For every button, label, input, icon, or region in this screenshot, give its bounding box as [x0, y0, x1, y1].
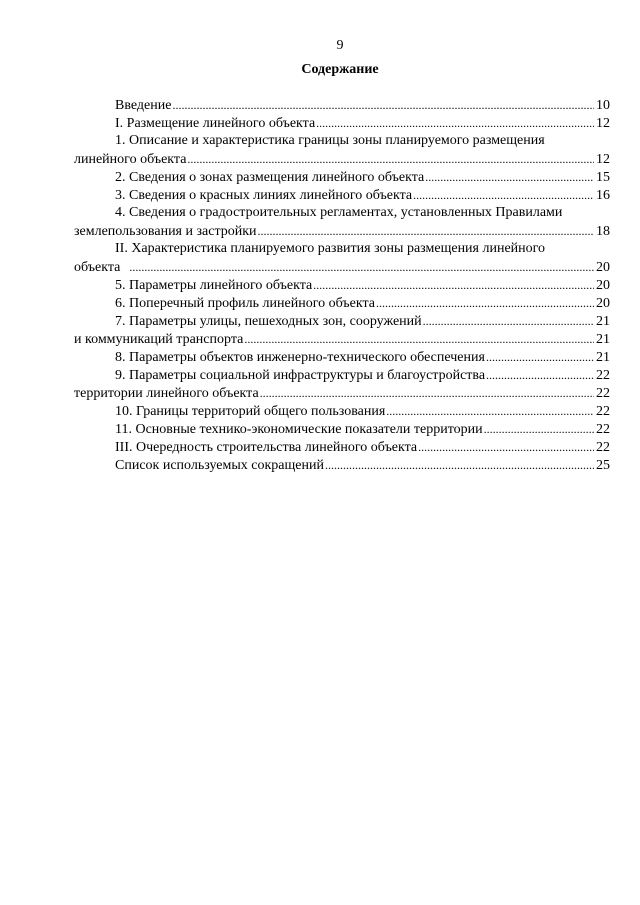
toc-entry-text: 11. Основные технико-экономические показатели территории [115, 422, 483, 437]
dot-leader [486, 348, 594, 366]
toc-entry-text: Введение [115, 98, 172, 113]
toc-entry-page: 25 [596, 458, 610, 473]
toc-entry [74, 366, 610, 384]
toc-entry-page: 22 [596, 368, 610, 383]
toc-entry-text: 5. Параметры линейного объекта [115, 278, 313, 293]
page-number: 9 [336, 38, 344, 53]
toc-entry-text: 3. Сведения о красных линиях линейного объекта [115, 188, 413, 203]
dot-leader [484, 420, 594, 438]
toc-entry [74, 294, 610, 312]
toc-entry-text: Список используемых сокращений [115, 458, 324, 473]
toc-entry-first-line: 1. Описание и характеристика границы зоны планируемого размещения [115, 133, 545, 148]
toc-entry-text: I. Размещение линейного объекта [115, 116, 316, 131]
dot-leader [386, 402, 594, 420]
dot-leader [413, 186, 594, 204]
dot-leader [418, 438, 594, 456]
toc-entry-page: 22 [596, 440, 610, 455]
toc-entry-page: 20 [596, 296, 610, 311]
dot-leader [423, 312, 594, 330]
dot-leader [313, 276, 594, 294]
dot-leader [486, 366, 594, 384]
toc-entry [74, 384, 610, 402]
dot-leader [425, 168, 594, 186]
toc-entry-page: 10 [596, 98, 610, 113]
toc-entry-text: линейного объекта [74, 152, 187, 167]
toc-entry-page: 22 [596, 422, 610, 437]
toc-entry-text: территории линейного объекта [74, 386, 259, 401]
table-of-contents [74, 96, 610, 474]
toc-entry-page: 12 [596, 152, 610, 167]
toc-entry-page: 20 [596, 278, 610, 293]
toc-entry [74, 348, 610, 366]
toc-entry-page: 12 [596, 116, 610, 131]
toc-entry-first-line: 4. Сведения о градостроительных регламентах, установленных Правилами [115, 205, 563, 220]
toc-entry-first-line: II. Характеристика планируемого развития зоны размещения линейного [115, 241, 546, 256]
toc-entry [74, 420, 610, 438]
dot-leader [244, 330, 594, 348]
toc-entry [74, 114, 610, 132]
toc-entry [74, 168, 610, 186]
toc-entry-text: 9. Параметры социальной инфраструктуры и благоустройства [115, 368, 486, 383]
toc-entry-page: 21 [596, 314, 610, 329]
toc-entry [74, 186, 610, 204]
dot-leader [376, 294, 594, 312]
toc-entry-page: 20 [596, 260, 610, 275]
toc-entry-text: землепользования и застройки [74, 224, 257, 239]
dot-leader [172, 96, 594, 114]
dot-leader [325, 456, 594, 474]
toc-entry-page: 18 [596, 224, 610, 239]
toc-entry-text: III. Очередность строительства линейного объекта [115, 440, 418, 455]
dot-leader [187, 150, 594, 168]
dot-leader [260, 384, 594, 402]
toc-entry [74, 222, 610, 240]
toc-entry-page: 22 [596, 386, 610, 401]
toc-entry-page: 22 [596, 404, 610, 419]
toc-entry-text: 8. Параметры объектов инженерно-технического обеспечения [115, 350, 485, 365]
dot-leader [316, 114, 594, 132]
toc-entry-text: 2. Сведения о зонах размещения линейного объекта [115, 170, 425, 185]
toc-entry-text: 10. Границы территорий общего пользования [115, 404, 386, 419]
toc-entry [74, 150, 610, 168]
toc-title: Содержание [301, 62, 379, 77]
dot-leader [129, 258, 594, 276]
toc-entry [74, 456, 610, 474]
toc-entry-page: 21 [596, 350, 610, 365]
toc-entry [74, 438, 610, 456]
toc-entry [74, 258, 610, 276]
toc-entry-text: 6. Поперечный профиль линейного объекта [115, 296, 375, 311]
toc-entry [74, 402, 610, 420]
toc-entry-text: 7. Параметры улицы, пешеходных зон, сооружений [115, 314, 422, 329]
toc-entry-text: и коммуникаций транспорта [74, 332, 244, 347]
toc-entry [74, 330, 610, 348]
toc-entry-text: объекта [74, 260, 121, 275]
toc-entry [74, 96, 610, 114]
toc-entry [74, 276, 610, 294]
toc-entry-page: 16 [596, 188, 610, 203]
toc-entry [74, 312, 610, 330]
dot-leader [258, 222, 594, 240]
toc-entry-page: 15 [596, 170, 610, 185]
toc-entry-page: 21 [596, 332, 610, 347]
